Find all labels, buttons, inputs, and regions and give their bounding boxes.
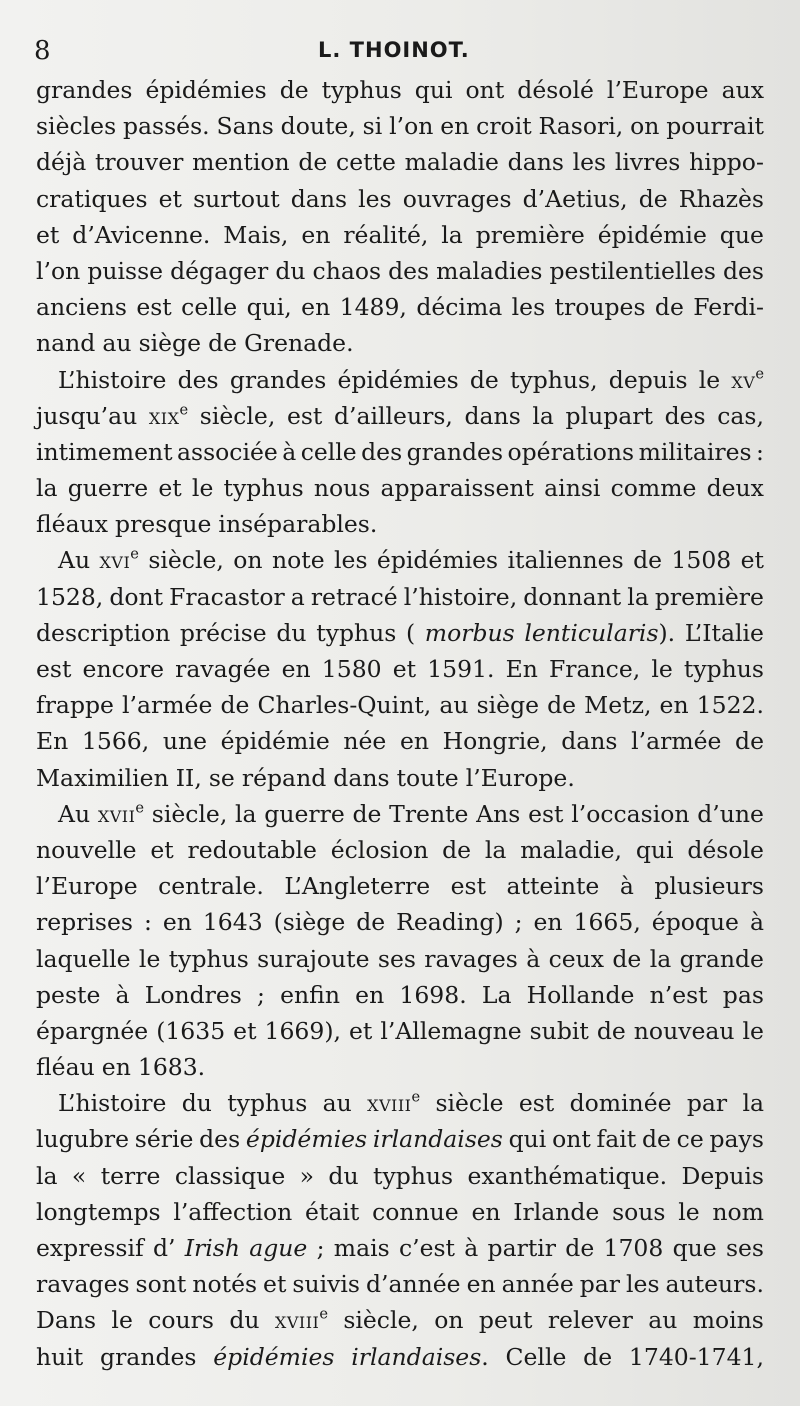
text-line: description précise du typhus ( morbus lenticularis). L’Italie xyxy=(36,618,764,647)
text-line: ravages sont notés et suivis d’année en année par les auteurs. xyxy=(36,1270,764,1299)
running-head xyxy=(0,30,800,70)
running-head-title: L. THOINOT. xyxy=(318,38,470,62)
text-line: intimement associée à celle des grandes opérations militaires : xyxy=(36,437,764,466)
text-line: expressif d’ Irish ague ; mais c’est à partir de 1708 que ses xyxy=(36,1234,764,1262)
text-line: En 1566, une épidémie née en Hongrie, dans l’armée de xyxy=(36,727,764,756)
text-line: L’histoire du typhus au xviii$^e$ siècle est dominée par la xyxy=(58,1088,764,1118)
text-line: nouvelle et redoutable éclosion de la maladie, qui désole xyxy=(36,835,764,864)
text-line: épargnée (1635 et 1669), et l’Allemagne subit de nouveau le xyxy=(36,1016,764,1045)
text-line: cratiques et surtout dans les ouvrages d’Aetius, de Rhazès xyxy=(36,184,764,213)
text-line: est encore ravagée en 1580 et 1591. En France, le typhus xyxy=(36,655,764,683)
text-line: longtemps l’affection était connue en Irlande sous le nom xyxy=(36,1197,764,1226)
text-line: L’histoire des grandes épidémies de typhus, depuis le $xv^e$ xyxy=(58,365,764,394)
text-line: huit grandes épidémies irlandaises. Celle de 1740-1741, xyxy=(36,1342,764,1371)
text-line: frappe l’armée de Charles-Quint, au siège de Metz, en 1522. xyxy=(36,691,764,720)
text-line: l’Europe centrale. L’Angleterre est atteinte à plusieurs xyxy=(36,872,764,901)
text-line: déjà trouver mention de cette maladie dans les livres hippo- xyxy=(36,148,764,177)
text-line: peste à Londres ; enfin en 1698. La Hollande n’est pas xyxy=(36,980,764,1009)
text-line: fléau en 1683. xyxy=(36,1053,206,1082)
text-line: Au xvii$^e$ siècle, la guerre de Trente Ans est l’occasion d’une xyxy=(58,799,764,828)
text-line: nand au siège de Grenade. xyxy=(36,329,354,358)
text-line: grandes épidémies de typhus qui ont désolé l’Europe aux xyxy=(36,76,764,104)
text-line: 1528, dont Fracastor a retracé l’histoire, donnant la première xyxy=(36,582,764,611)
text-line: laquelle le typhus surajoute ses ravages à ceux de la grande xyxy=(36,944,764,973)
text-line: la guerre et le typhus nous apparaissent ainsi comme deux xyxy=(36,474,764,503)
text-line: lugubre série des épidémies irlandaises qui ont fait de ce pays xyxy=(36,1125,764,1154)
text-line: jusqu’au xix$^e$ siècle, est d’ailleurs, dans la plupart des cas, xyxy=(36,401,764,430)
text-line: reprises : en 1643 (siège de Reading) ; en 1665, époque à xyxy=(36,908,764,937)
text-line: Dans le cours du xviii$^e$ siècle, on peut relever au moins xyxy=(36,1305,764,1335)
text-line: siècles passés. Sans doute, si l’on en croit Rasori, on pourrait xyxy=(36,112,764,141)
body-text xyxy=(36,76,764,1379)
text-line: et d’Avicenne. Mais, en réalité, la première épidémie que xyxy=(36,220,764,249)
text-line: l’on puisse dégager du chaos des maladies pestilentielles des xyxy=(36,256,764,285)
text-line: fléaux presque inséparables. xyxy=(36,510,378,539)
page-number: 8 xyxy=(34,36,51,66)
text-line: la « terre classique » du typhus exanthématique. Depuis xyxy=(36,1161,764,1190)
text-line: Maximilien II, se répand dans toute l’Europe. xyxy=(36,763,575,792)
text-line: anciens est celle qui, en 1489, décima les troupes de Ferdi- xyxy=(36,293,764,322)
text-line: Au xvi$^e$ siècle, on note les épidémies italiennes de 1508 et xyxy=(58,545,764,575)
